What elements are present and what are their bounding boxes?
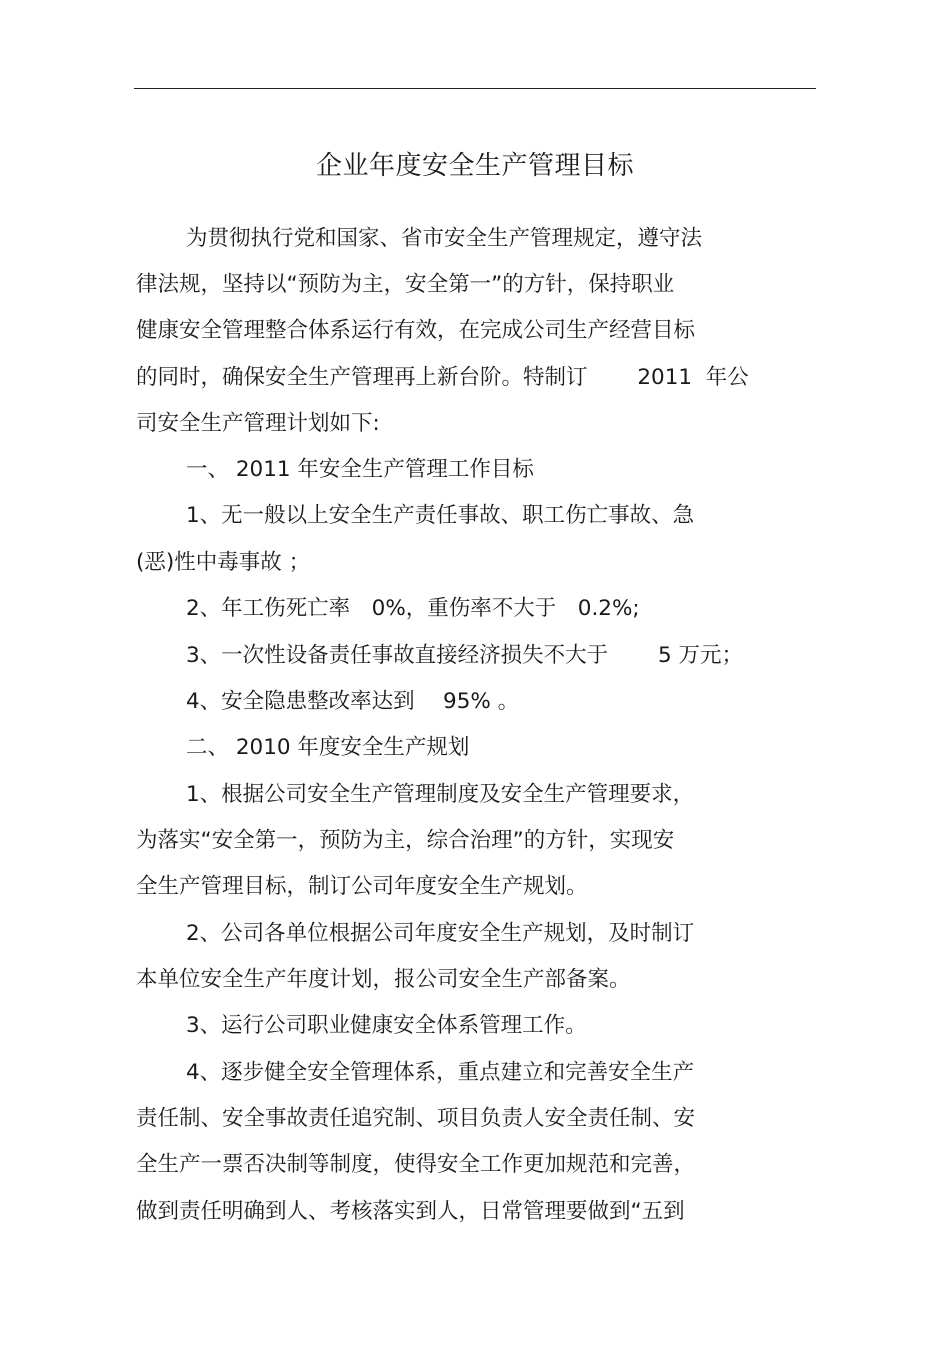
- body-line: 做到责任明确到人、考核落实到人，日常管理要做到“五到: [136, 1199, 685, 1224]
- list-item: 2、年工伤死亡率 0%，重伤率不大于 0.2%;: [186, 596, 640, 621]
- body-line: 本单位安全生产年度计划，报公司安全生产部备案。: [136, 967, 631, 992]
- list-item: 1、根据公司安全生产管理制度及安全生产管理要求，: [186, 782, 695, 807]
- list-item: 3、一次性设备责任事故直接经济损失不大于 5 万元；: [186, 643, 744, 668]
- body-line: 律法规，坚持以“预防为主，安全第一”的方针，保持职业: [136, 272, 675, 297]
- body-line: 为贯彻执行党和国家、省市安全生产管理规定，遵守法: [186, 226, 703, 251]
- body-line: 为落实“安全第一，预防为主，综合治理”的方针，实现安: [136, 828, 675, 853]
- body-line: (恶)性中毒事故 ；: [136, 550, 311, 575]
- list-item: 2、公司各单位根据公司年度安全生产规划，及时制订: [186, 921, 695, 946]
- section-heading: 二、 2010 年度安全生产规划: [186, 735, 470, 760]
- top-rule: [134, 88, 816, 89]
- list-item: 4、逐步健全安全管理体系，重点建立和完善安全生产: [186, 1060, 695, 1085]
- body-line: 责任制、安全事故责任追究制、项目负责人安全责任制、安: [136, 1106, 696, 1131]
- list-item: 1、无一般以上安全生产责任事故、职工伤亡事故、急: [186, 503, 695, 528]
- list-item: 3、运行公司职业健康安全体系管理工作。: [186, 1013, 587, 1038]
- body-line: 的同时，确保安全生产管理再上新台阶。特制订 2011 年公: [136, 365, 749, 390]
- body-line: 全生产一票否决制等制度，使得安全工作更加规范和完善，: [136, 1152, 696, 1177]
- body-line: 全生产管理目标，制订公司年度安全生产规划。: [136, 874, 588, 899]
- document-title: 企业年度安全生产管理目标: [315, 151, 634, 181]
- body-line: 司安全生产管理计划如下:: [136, 411, 380, 436]
- section-heading: 一、 2011 年安全生产管理工作目标: [186, 457, 534, 482]
- body-line: 健康安全管理整合体系运行有效，在完成公司生产经营目标: [136, 318, 696, 343]
- list-item: 4、安全隐患整改率达到 95% 。: [186, 689, 520, 714]
